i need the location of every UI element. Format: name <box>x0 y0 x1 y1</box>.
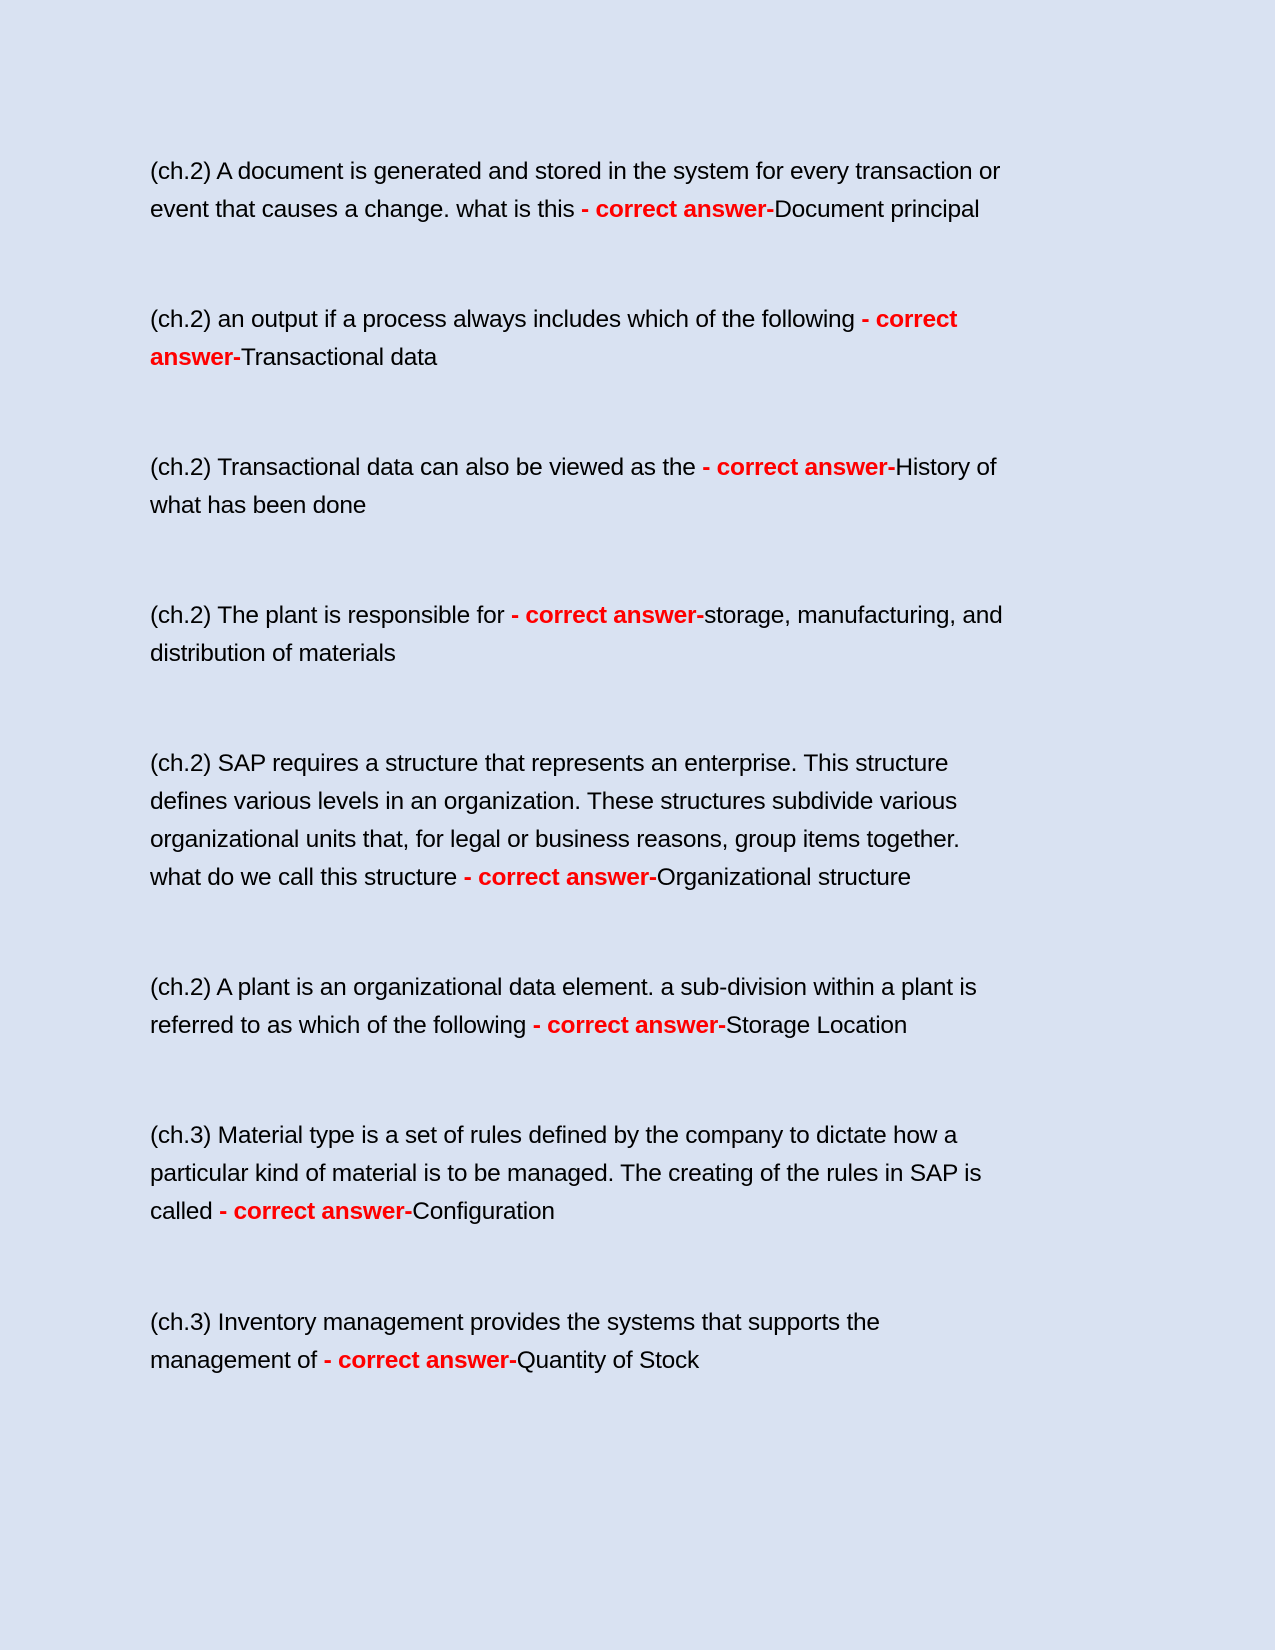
question-text: (ch.2) The plant is responsible for <box>150 602 511 629</box>
answer-text: Configuration <box>412 1198 555 1225</box>
correct-answer-marker: - correct answer- <box>510 602 705 629</box>
question-text: what has been done <box>150 492 367 519</box>
text-line <box>150 1304 1150 1342</box>
qa-item <box>150 745 1150 897</box>
qa-item <box>150 153 1150 229</box>
text-line <box>150 1193 1150 1231</box>
correct-answer-marker: - correct answer- <box>532 1012 726 1039</box>
correct-answer-marker: - correct answer- <box>219 1198 413 1225</box>
question-text: organizational units that, for legal or business reasons, group items together. <box>150 826 960 853</box>
text-line <box>150 339 1150 377</box>
answer-text: Storage Location <box>725 1012 908 1039</box>
question-text: (ch.3) Material type is a set of rules defined by the company to dictate how a <box>150 1122 958 1149</box>
text-line <box>150 859 1150 897</box>
question-text: (ch.2) Transactional data can also be viewed as the <box>150 454 703 481</box>
text-line <box>150 1117 1150 1155</box>
text-line <box>150 745 1150 783</box>
answer-text: Document principal <box>774 196 980 223</box>
text-line <box>150 487 1150 525</box>
text-line <box>150 597 1150 635</box>
question-text: referred to as which of the following <box>150 1012 533 1039</box>
text-line <box>150 821 1150 859</box>
qa-item <box>150 969 1150 1045</box>
text-line <box>150 783 1150 821</box>
text-line <box>150 969 1150 1007</box>
qa-item <box>150 449 1150 525</box>
question-text: particular kind of material is to be managed. The creating of the rules in SAP is <box>150 1160 982 1187</box>
correct-answer-marker: - correct answer- <box>702 454 896 481</box>
answer-text: storage, manufacturing, and <box>704 602 1003 629</box>
question-text: defines various levels in an organization. These structures subdivide various <box>150 788 957 815</box>
question-text: distribution of materials <box>150 640 396 667</box>
text-line <box>150 635 1150 673</box>
text-line <box>150 191 1150 229</box>
answer-text: History of <box>895 454 997 481</box>
qa-item <box>150 1117 1150 1231</box>
question-text: called <box>150 1198 220 1225</box>
correct-answer-marker: answer- <box>150 344 241 371</box>
answer-text: Transactional data <box>240 344 437 371</box>
qa-item <box>150 301 1150 377</box>
text-line <box>150 153 1150 191</box>
correct-answer-marker: - correct <box>861 306 958 333</box>
correct-answer-marker: - correct answer- <box>323 1347 517 1374</box>
answer-text: Organizational structure <box>656 864 911 891</box>
question-text: management of <box>150 1347 324 1374</box>
text-line <box>150 1155 1150 1193</box>
text-line <box>150 449 1150 487</box>
question-text: event that causes a change. what is this <box>150 196 582 223</box>
qa-item <box>150 597 1150 673</box>
question-text: (ch.2) A document is generated and stored in the system for every transaction or <box>150 158 1001 185</box>
answer-text: Quantity of Stock <box>516 1347 700 1374</box>
question-text: (ch.3) Inventory management provides the systems that supports the <box>150 1309 880 1336</box>
question-text: (ch.2) A plant is an organizational data element. a sub-division within a plant is <box>150 974 977 1001</box>
question-text: what do we call this structure <box>150 864 464 891</box>
correct-answer-marker: - correct answer- <box>463 864 657 891</box>
question-text: (ch.2) SAP requires a structure that represents an enterprise. This structure <box>150 750 949 777</box>
text-line <box>150 301 1150 339</box>
text-line <box>150 1342 1150 1380</box>
qa-item <box>150 1304 1150 1380</box>
text-line <box>150 1007 1150 1045</box>
question-text: (ch.2) an output if a process always includes which of the following <box>150 306 862 333</box>
correct-answer-marker: - correct answer- <box>581 196 775 223</box>
